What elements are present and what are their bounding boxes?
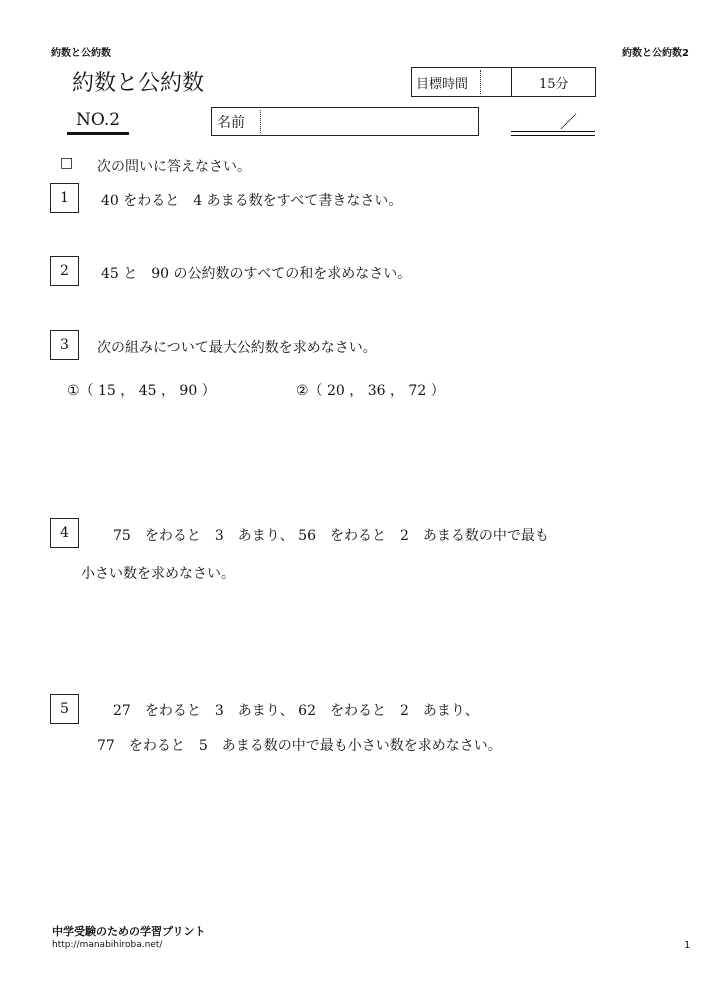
footer-title: 中学受験のための学習プリント — [52, 925, 206, 938]
footer-url[interactable]: http://manabihiroba.net/ — [52, 940, 163, 950]
score-line-2 — [511, 135, 595, 136]
number-underline — [67, 132, 129, 135]
question-5-number: 5 — [50, 694, 79, 724]
question-3-sub-1: ①（ 15 ， 45 ， 90 ） — [67, 383, 216, 399]
question-3-sub-2: ②（ 20 ， 36 ， 72 ） — [296, 383, 445, 399]
question-3-number: 3 — [50, 330, 79, 360]
name-label: 名前 — [217, 115, 245, 131]
header-left: 約数と公約数 — [51, 48, 111, 59]
page-number: 1 — [684, 940, 691, 951]
score-slash: ／ — [560, 113, 577, 133]
instruction-text: 次の問いに答えなさい。 — [97, 159, 251, 175]
question-4-line-1: 75 をわると 3 あまり、 56 をわると 2 あまる数の中で最も — [113, 528, 549, 544]
question-5-line-2: 77 をわると 5 あまる数の中で最も小さい数を求めなさい。 — [97, 738, 502, 754]
page-title: 約数と公約数 — [72, 71, 205, 96]
name-field[interactable] — [211, 107, 479, 136]
worksheet-number: NO.2 — [76, 110, 121, 130]
question-1-text: 40 をわると 4 あまる数をすべて書きなさい。 — [101, 193, 403, 209]
question-4-number: 4 — [50, 518, 79, 548]
question-5-line-1: 27 をわると 3 あまり、 62 をわると 2 あまり、 — [113, 703, 479, 719]
target-time-box — [411, 67, 596, 97]
header-right: 約数と公約数2 — [622, 48, 689, 59]
question-3-text: 次の組みについて最大公約数を求めなさい。 — [97, 340, 377, 356]
target-time-divider — [480, 70, 481, 94]
question-1-number: 1 — [50, 183, 79, 213]
name-divider — [260, 110, 261, 133]
instruction-box: □ — [60, 155, 74, 171]
score-line-1 — [511, 131, 595, 132]
target-time-label: 目標時間 — [416, 77, 469, 92]
target-time-value: 15分 — [539, 77, 569, 92]
question-4-line-2: 小さい数を求めなさい。 — [81, 566, 235, 582]
target-time-separator — [511, 68, 512, 96]
question-2-number: 2 — [50, 256, 79, 286]
question-2-text: 45 と 90 の公約数のすべての和を求めなさい。 — [101, 266, 412, 282]
